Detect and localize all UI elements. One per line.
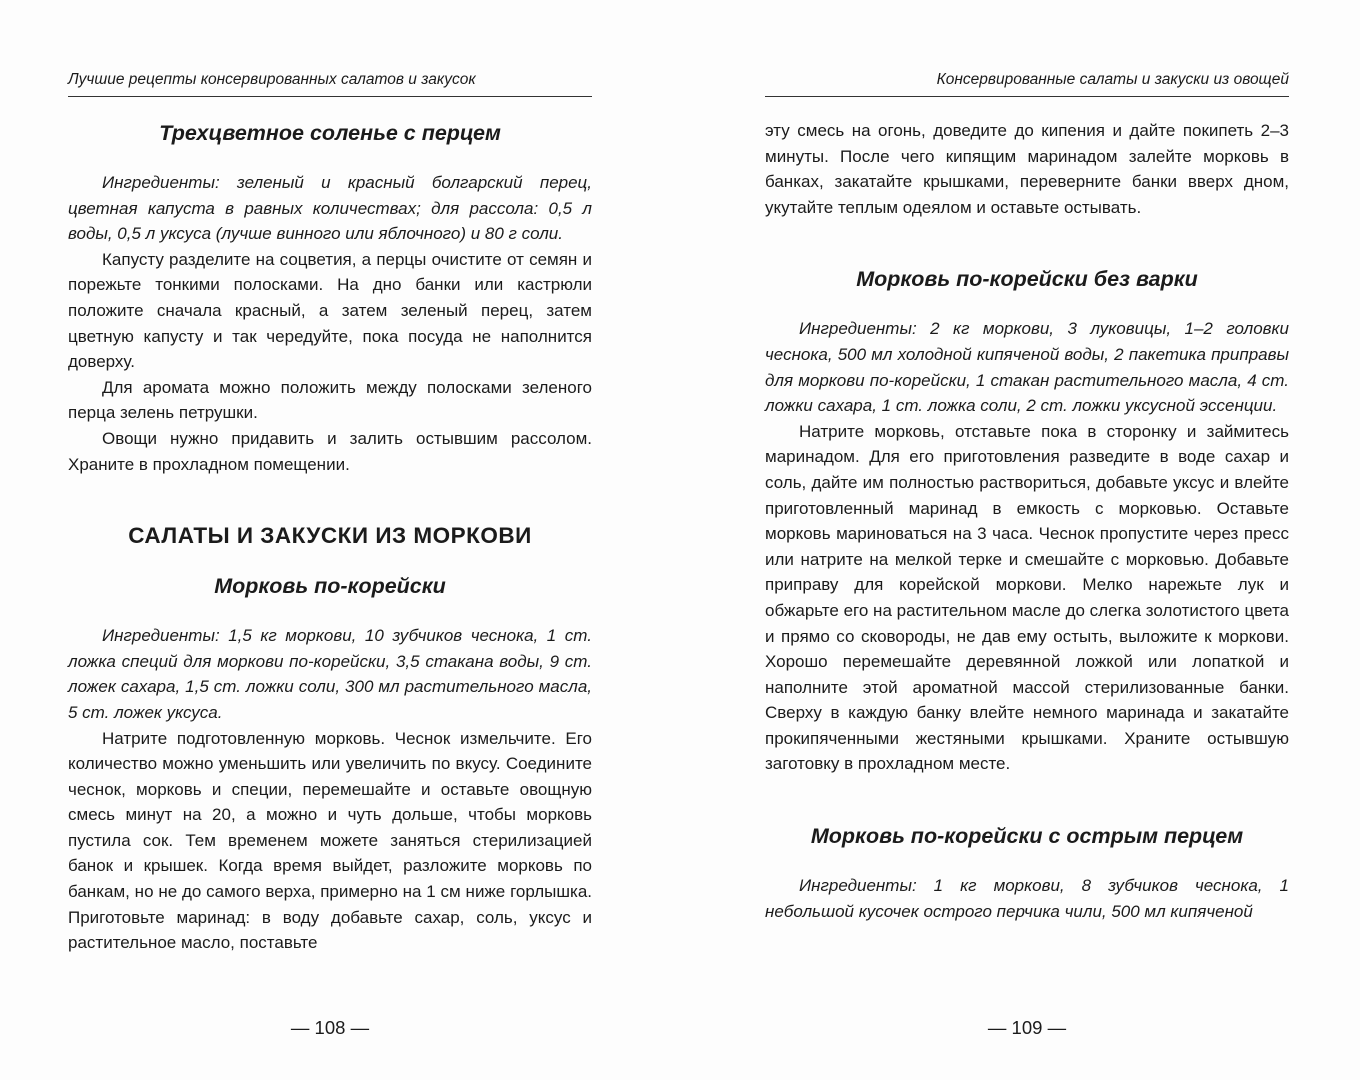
- running-head-left: Лучшие рецепты консервированных салатов и закусок: [68, 70, 592, 97]
- paragraph: Овощи нужно придавить и залить остывшим рассолом. Храните в прохладном помещении.: [68, 428, 592, 474]
- ingredients-text: Ингредиенты: зеленый и красный болгарский перец, цветная капуста в равных количествах; для рассола: 0,5 л воды, 0,5 л уксуса (лучше винного или яблочного) и 80 г соли.: [68, 173, 592, 244]
- running-head-right: Консервированные салаты и закуски из овощей: [765, 70, 1289, 97]
- paragraph: Капусту разделите на соцветия, а перцы очистите от семян и порежьте тонкими полосками. На дно банки или кастрюли положите сначала красный, а затем зеленый перец, затем цветную капусту и так чередуйте, пока посуда не наполнится доверху.: [68, 249, 592, 372]
- left-page: [68, 0, 592, 1080]
- page-number: — 109 —: [987, 1017, 1067, 1038]
- recipe-title: Морковь по-корейски: [214, 574, 446, 599]
- right-page: [765, 0, 1289, 1080]
- page-number: — 108 —: [290, 1017, 370, 1038]
- ingredients-text: Ингредиенты: 2 кг моркови, 3 луковицы, 1–2 головки чеснока, 500 мл холодной кипяченой воды, 2 пакетика приправы для моркови по-корейски, 1 стакан растительного масла, 4 ст. ложки сахара, 1 ст. ложка соли, 2 ст. ложки уксусной эссенции.: [765, 319, 1289, 416]
- left-page-content: [68, 118, 592, 956]
- section-title: САЛАТЫ И ЗАКУСКИ ИЗ МОРКОВИ: [128, 523, 532, 549]
- right-page-content: [765, 118, 1289, 924]
- recipe-title: Трехцветное соленье с перцем: [159, 121, 501, 145]
- paragraph: Натрите морковь, отставьте пока в сторонку и займитесь маринадом. Для его приготовления разведите в воде сахар и соль, дайте им полностью раствориться, добавьте уксус и влейте приготовленный маринад в емкость с морковью. Оставьте морковь мариноваться на 3 часа. Чеснок пропустите через пресс или натрите на мелкой терке и смешайте с морковью. Добавьте приправу для корейской моркови. Мелко нарежьте лук и обжарьте его на растительном масле до слегка золотистого цвета и прямо со сковороды, не дав ему остыть, выложите к моркови. Хорошо перемешайте деревянной ложкой или лопаткой и наполните этой ароматной массой стерилизованные банки. Сверху в каждую банку влейте немного маринада и закатайте прокипяченными жестяными крышками. Храните остывшую заготовку в прохладном месте.: [765, 421, 1289, 774]
- paragraph: Натрите подготовленную морковь. Чеснок измельчите. Его количество можно уменьшить или увеличить по вкусу. Соедините чеснок, морковь и специи, перемешайте и оставьте овощную смесь минут на 20, а можно и чуть дольше, чтобы морковь пустила сок. Тем временем можете заняться стерилизацией банок и крышек. Когда время выйдет, разложите морковь по банкам, но не до самого верха, примерно на 1 см ниже горлышка. Приготовьте маринад: в воду добавьте сахар, соль, уксус и растительное масло, поставьте: [68, 728, 592, 953]
- recipe-title: Морковь по-корейски с острым перцем: [810, 824, 1244, 849]
- recipe-title: Морковь по-корейски без варки: [856, 267, 1198, 292]
- continued-paragraph: эту смесь на огонь, доведите до кипения и дайте покипеть 2–3 минуты. После чего кипящим маринадом залейте морковь в банках, закатайте крышками, переверните банки вверх дном, укутайте теплым одеялом и оставьте остывать.: [765, 121, 1289, 217]
- ingredients-text: Ингредиенты: 1,5 кг моркови, 10 зубчиков чеснока, 1 ст. ложка специй для моркови по-корейски, 3,5 стакана воды, 9 ст. ложек сахара, 1,5 ст. ложки соли, 300 мл растительного масла, 5 ст. ложек уксуса.: [68, 626, 592, 722]
- paragraph: Для аромата можно положить между полосками зеленого перца зелень петрушки.: [68, 377, 592, 423]
- ingredients-text: Ингредиенты: 1 кг моркови, 8 зубчиков чеснока, 1 небольшой кусочек острого перчика чили, 500 мл кипяченой: [765, 876, 1289, 921]
